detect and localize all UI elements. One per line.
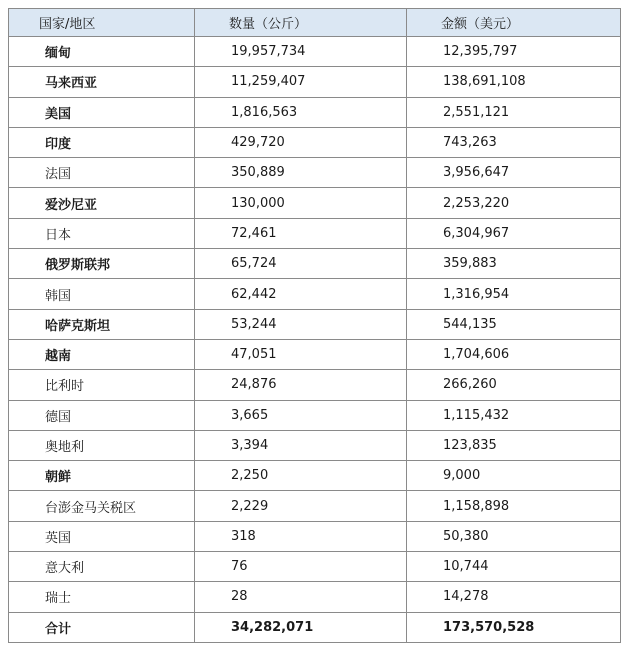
amount-cell: 266,260 <box>407 370 621 400</box>
amount-cell: 123,835 <box>407 430 621 460</box>
quantity-cell: 62,442 <box>195 279 407 309</box>
country-cell: 英国 <box>9 521 195 551</box>
country-cell: 比利时 <box>9 370 195 400</box>
table-header <box>9 9 621 37</box>
country-cell: 瑞士 <box>9 582 195 612</box>
amount-cell: 1,115,432 <box>407 400 621 430</box>
quantity-cell: 429,720 <box>195 127 407 157</box>
table-row <box>9 158 621 188</box>
quantity-cell: 76 <box>195 552 407 582</box>
trade-table <box>8 8 621 643</box>
table-row <box>9 279 621 309</box>
table-row <box>9 218 621 248</box>
amount-cell: 2,551,121 <box>407 97 621 127</box>
quantity-cell: 3,665 <box>195 400 407 430</box>
amount-cell: 544,135 <box>407 309 621 339</box>
table-row <box>9 400 621 430</box>
country-cell: 美国 <box>9 97 195 127</box>
header-country: 国家/地区 <box>9 9 195 37</box>
country-cell: 日本 <box>9 218 195 248</box>
amount-cell: 1,704,606 <box>407 339 621 369</box>
quantity-cell: 53,244 <box>195 309 407 339</box>
table-row <box>9 97 621 127</box>
table-row <box>9 339 621 369</box>
table-row <box>9 309 621 339</box>
total-amount: 173,570,528 <box>407 612 621 642</box>
country-cell: 法国 <box>9 158 195 188</box>
quantity-cell: 24,876 <box>195 370 407 400</box>
quantity-cell: 3,394 <box>195 430 407 460</box>
country-cell: 奥地利 <box>9 430 195 460</box>
amount-cell: 1,158,898 <box>407 491 621 521</box>
quantity-cell: 350,889 <box>195 158 407 188</box>
total-quantity: 34,282,071 <box>195 612 407 642</box>
amount-cell: 10,744 <box>407 552 621 582</box>
country-cell: 台澎金马关税区 <box>9 491 195 521</box>
trade-table-container <box>8 8 621 643</box>
amount-cell: 359,883 <box>407 249 621 279</box>
table-row <box>9 37 621 67</box>
country-cell: 朝鲜 <box>9 461 195 491</box>
amount-cell: 743,263 <box>407 127 621 157</box>
table-footer <box>9 612 621 642</box>
table-row <box>9 67 621 97</box>
header-quantity: 数量（公斤） <box>195 9 407 37</box>
quantity-cell: 11,259,407 <box>195 67 407 97</box>
table-row <box>9 521 621 551</box>
country-cell: 俄罗斯联邦 <box>9 249 195 279</box>
quantity-cell: 318 <box>195 521 407 551</box>
table-body <box>9 37 621 613</box>
quantity-cell: 130,000 <box>195 188 407 218</box>
table-row <box>9 249 621 279</box>
country-cell: 缅甸 <box>9 37 195 67</box>
amount-cell: 12,395,797 <box>407 37 621 67</box>
country-cell: 越南 <box>9 339 195 369</box>
header-row <box>9 9 621 37</box>
country-cell: 韩国 <box>9 279 195 309</box>
quantity-cell: 72,461 <box>195 218 407 248</box>
country-cell: 意大利 <box>9 552 195 582</box>
amount-cell: 3,956,647 <box>407 158 621 188</box>
table-row <box>9 127 621 157</box>
country-cell: 马来西亚 <box>9 67 195 97</box>
amount-cell: 1,316,954 <box>407 279 621 309</box>
quantity-cell: 19,957,734 <box>195 37 407 67</box>
quantity-cell: 28 <box>195 582 407 612</box>
table-row <box>9 370 621 400</box>
quantity-cell: 1,816,563 <box>195 97 407 127</box>
total-label: 合计 <box>9 612 195 642</box>
table-row <box>9 430 621 460</box>
amount-cell: 50,380 <box>407 521 621 551</box>
table-row <box>9 188 621 218</box>
country-cell: 哈萨克斯坦 <box>9 309 195 339</box>
quantity-cell: 65,724 <box>195 249 407 279</box>
amount-cell: 6,304,967 <box>407 218 621 248</box>
amount-cell: 14,278 <box>407 582 621 612</box>
table-row <box>9 461 621 491</box>
table-row <box>9 552 621 582</box>
quantity-cell: 2,229 <box>195 491 407 521</box>
header-amount: 金额（美元） <box>407 9 621 37</box>
amount-cell: 138,691,108 <box>407 67 621 97</box>
total-row <box>9 612 621 642</box>
quantity-cell: 2,250 <box>195 461 407 491</box>
table-row <box>9 491 621 521</box>
quantity-cell: 47,051 <box>195 339 407 369</box>
country-cell: 印度 <box>9 127 195 157</box>
amount-cell: 9,000 <box>407 461 621 491</box>
table-row <box>9 582 621 612</box>
country-cell: 爱沙尼亚 <box>9 188 195 218</box>
country-cell: 德国 <box>9 400 195 430</box>
amount-cell: 2,253,220 <box>407 188 621 218</box>
